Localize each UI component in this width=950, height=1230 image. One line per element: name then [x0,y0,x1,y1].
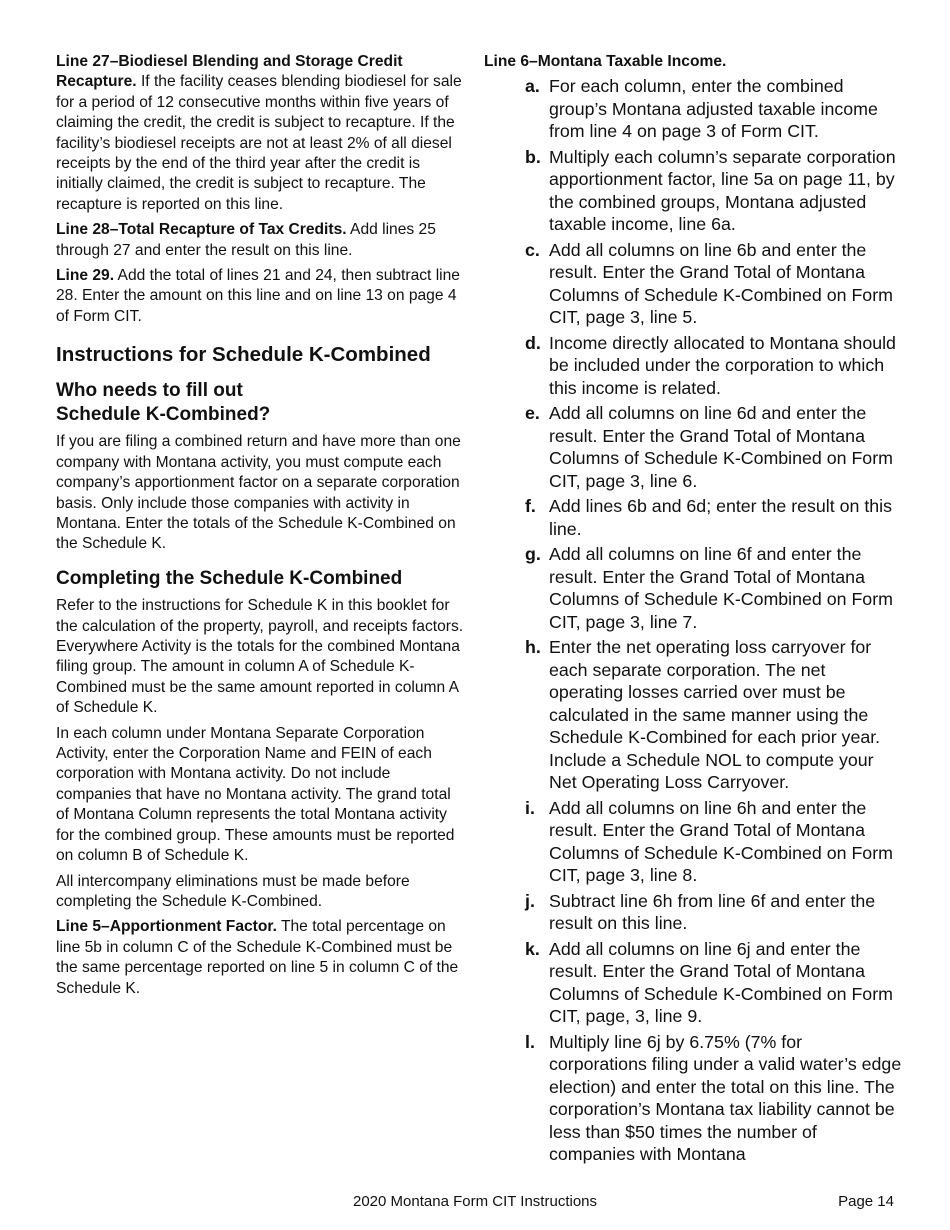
item-label: h. [525,637,541,657]
list-item [484,797,904,887]
item-label: e. [525,403,540,423]
who-heading: Who needs to fill out Schedule K-Combined? [56,380,271,425]
list-item [484,1031,904,1166]
item-label: j. [525,890,535,911]
left-column [56,52,468,1004]
list-item [484,402,904,492]
item-label: a. [525,76,540,96]
line-5-paragraph [56,917,468,999]
list-item [484,636,904,794]
list-item [484,332,904,400]
list-item [484,938,904,1028]
item-text: Add lines 6b and 6d; enter the result on this line. [549,496,893,539]
line-27-text: If the facility ceases blending biodiesel for sale for a period of 12 consecutive months within five years of claiming the credit, the credit is subject to recapture. If the facility’s biodiesel receipts are not at least 2% of all diesel receipts by the end of the third year after the credit is initially claimed, the credit is subject to recapture. The recapture is reported on this line. [56,73,462,213]
line-28-label: Line 28–Total Recapture of Tax Credits. [56,221,347,239]
item-text: Add all columns on line 6f and enter the result. Enter the Grand Total of Montana Columns of Schedule K-Combined on Form CIT, page 3, line 7. [549,544,893,632]
completing-paragraph-1: Refer to the instructions for Schedule K in this booklet for the calculation of the property, payroll, and receipts factors. Everywhere Activity is the totals for the combined Montana filing group. The amount in column A of Schedule K-Combined must be the same amount reported in column A of Schedule K. [56,597,464,717]
list-item [484,239,904,329]
line-27-paragraph [56,52,468,215]
footer-title: 2020 Montana Form CIT Instructions [353,1193,597,1210]
item-label: i. [525,797,535,818]
item-label: k. [525,938,540,959]
completing-heading: Completing the Schedule K-Combined [56,567,403,589]
line-29-paragraph [56,266,468,327]
list-item [484,146,904,236]
line-27-label: Line 27–Biodiesel Blending and Storage Credit Recapture. [56,53,403,91]
line-5-label: Line 5–Apportionment Factor. [56,918,277,936]
line-5-text: The total percentage on line 5b in column C of the Schedule K-Combined must be the same percentage reported on line 5 in column C of the Schedule K. [56,918,459,997]
who-paragraph: If you are filing a combined return and have more than one company with Montana activity, you must compute each company’s apportionment factor on a separate corporation basis. Only include those companies with activity in Montana. Enter the totals of the Schedule K-Combined on the Schedule K. [56,433,461,553]
item-text: For each column, enter the combined group’s Montana adjusted taxable income from line 4 on page 3 of Form CIT. [549,76,878,141]
item-text: Add all columns on line 6h and enter the result. Enter the Grand Total of Montana Columns of Schedule K-Combined on Form CIT, page 3, line 8. [549,797,893,885]
item-text: Enter the net operating loss carryover for each separate corporation. The net operating losses carried over must be calculated in the same manner using the Schedule K-Combined for each prior year. Include a Schedule NOL to compute your Net Operating Loss Carryover. [549,637,881,792]
line-29-text: Add the total of lines 21 and 24, then subtract line 28. Enter the amount on this line and on line 13 on page 4 of Form CIT. [56,267,460,325]
item-label: l. [525,1031,535,1052]
list-item [484,495,904,540]
page-number: Page 14 [838,1193,894,1210]
completing-paragraph-2: In each column under Montana Separate Corporation Activity, enter the Corporation Name and FEIN of each corporation with Montana activity. Do not include companies that have no Montana activity. The grand total of Montana Column represents the total Montana activity for the combined group. These amounts must be reported on column B of Schedule K. [56,724,455,865]
item-text: Add all columns on line 6b and enter the result. Enter the Grand Total of Montana Columns of Schedule K-Combined on Form CIT, page 3, line 5. [549,239,893,327]
item-label: f. [525,496,536,516]
line-6-heading: Line 6–Montana Taxable Income. [484,53,727,70]
item-text: Add all columns on line 6j and enter the result. Enter the Grand Total of Montana Columns of Schedule K-Combined on Form CIT, page, 3, line 9. [549,938,893,1026]
line-29-label: Line 29. [56,267,115,285]
list-item [484,75,904,143]
item-text: Multiply line 6j by 6.75% (7% for corporations filing under a valid water’s edge election) and enter the total on this line. The corporation’s Montana tax liability cannot be less than $50 times the number of companies with Montana [549,1031,902,1164]
line-28-text: Add lines 25 through 27 and enter the result on this line. [56,221,436,259]
item-text: Multiply each column’s separate corporation apportionment factor, line 5a on page 11, by the combined groups, Montana adjusted taxable income, line 6a. [549,146,896,234]
item-text: Add all columns on line 6d and enter the result. Enter the Grand Total of Montana Columns of Schedule K-Combined on Form CIT, page 3, line 6. [549,403,893,491]
list-item [484,890,904,935]
right-column [484,52,904,1169]
item-text: Income directly allocated to Montana should be included under the corporation to which this income is related. [549,332,896,398]
list-item [484,543,904,633]
line-28-paragraph [56,220,468,261]
item-label: g. [525,544,541,564]
item-label: c. [525,239,540,260]
item-label: d. [525,332,541,353]
section-heading: Instructions for Schedule K-Combined [56,343,431,367]
item-label: b. [525,146,541,167]
completing-paragraph-3: All intercompany eliminations must be made before completing the Schedule K-Combined. [56,872,410,910]
item-text: Subtract line 6h from line 6f and enter the result on this line. [549,890,876,933]
